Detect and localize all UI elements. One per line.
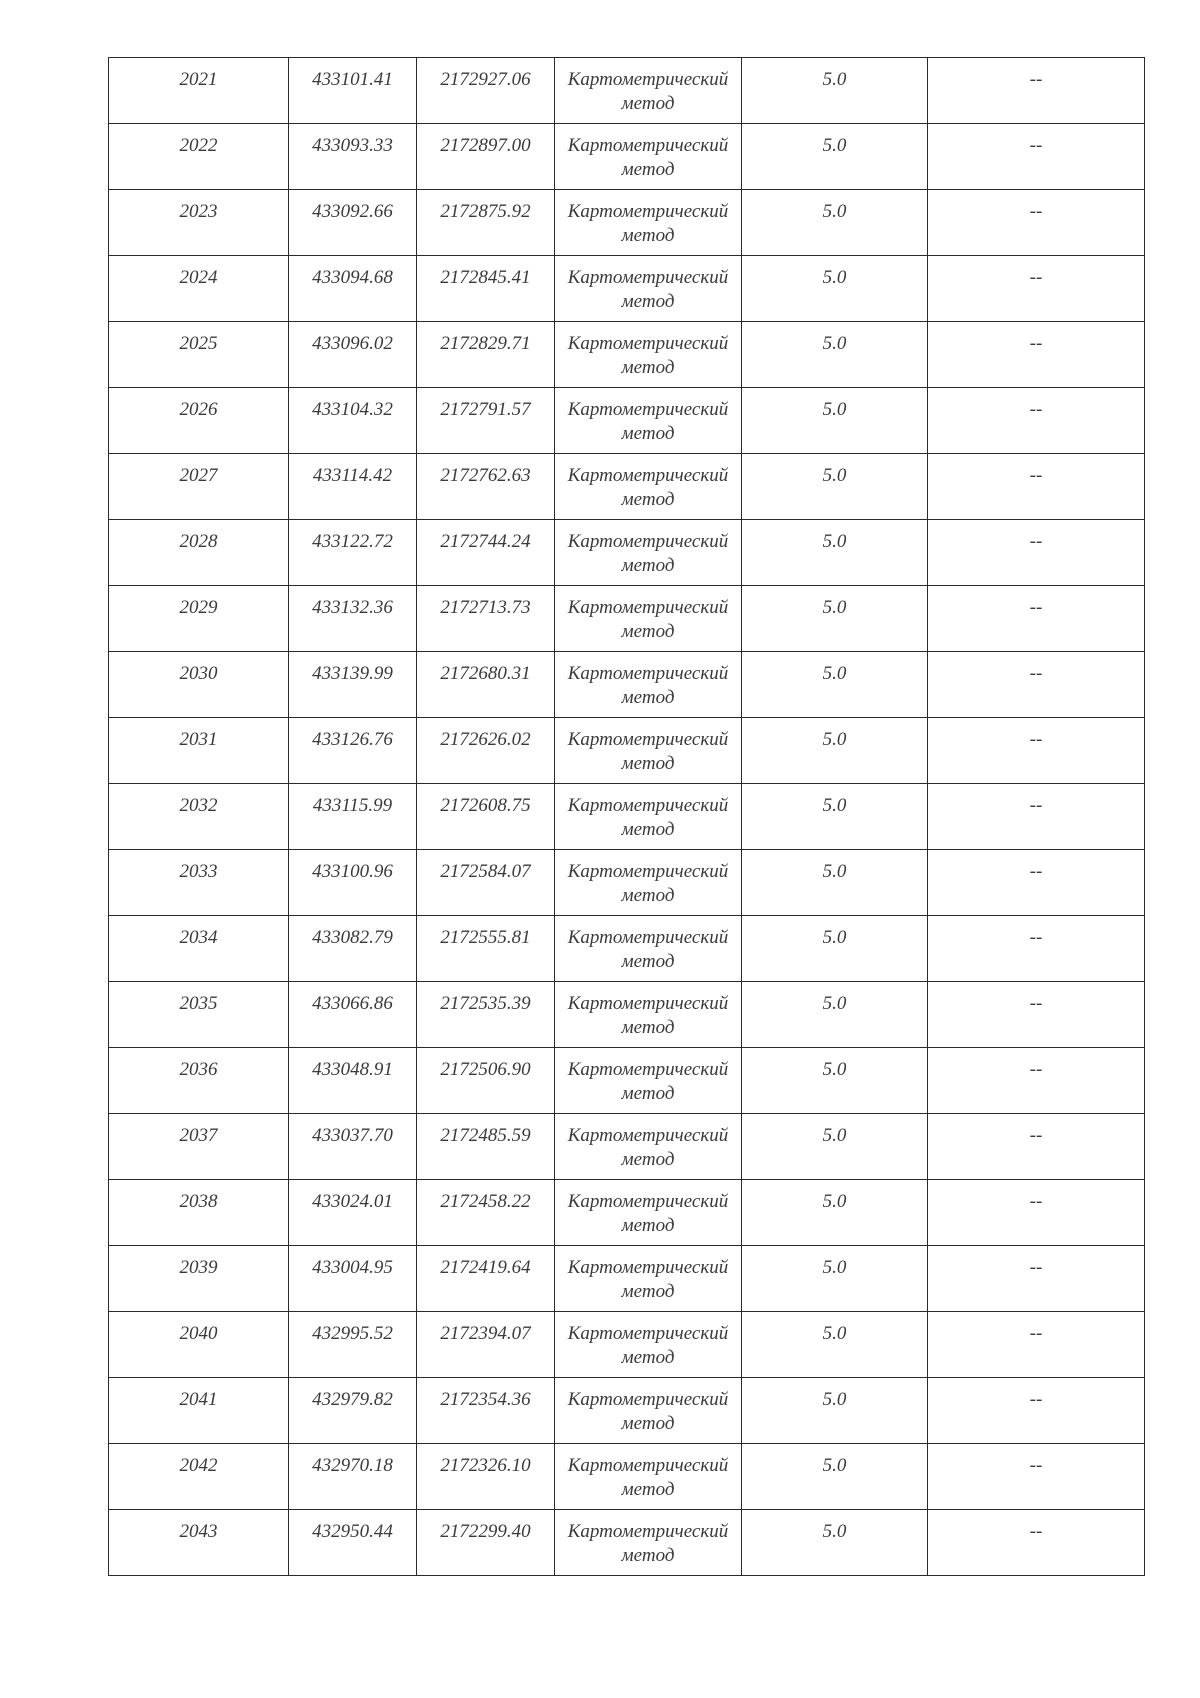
y-coordinate-cell: 2172419.64: [417, 1246, 555, 1312]
method-cell: [555, 58, 742, 124]
x-coordinate-cell: 433122.72: [289, 520, 417, 586]
method-line-1: Картометрический: [567, 1455, 729, 1476]
method-line-1: Картометрический: [567, 1323, 729, 1344]
table-row: [109, 784, 1145, 850]
note-cell: --: [928, 388, 1145, 454]
accuracy-cell: 5.0: [742, 586, 928, 652]
point-number-cell: 2034: [109, 916, 289, 982]
x-coordinate-cell: 433093.33: [289, 124, 417, 190]
method-line-1: Картометрический: [567, 135, 729, 156]
point-number-cell: 2039: [109, 1246, 289, 1312]
y-coordinate-cell: 2172791.57: [417, 388, 555, 454]
method-line-1: Картометрический: [567, 267, 729, 288]
method-cell: [555, 1312, 742, 1378]
accuracy-cell: 5.0: [742, 1378, 928, 1444]
method-line-2: метод: [621, 951, 675, 972]
y-coordinate-cell: 2172326.10: [417, 1444, 555, 1510]
method-line-2: метод: [621, 555, 675, 576]
y-coordinate-cell: 2172485.59: [417, 1114, 555, 1180]
y-coordinate-cell: 2172584.07: [417, 850, 555, 916]
method-cell: [555, 1048, 742, 1114]
method-cell: [555, 784, 742, 850]
method-line-1: Картометрический: [567, 399, 729, 420]
accuracy-cell: 5.0: [742, 718, 928, 784]
x-coordinate-cell: 433048.91: [289, 1048, 417, 1114]
point-number-cell: 2025: [109, 322, 289, 388]
table-row: [109, 1048, 1145, 1114]
accuracy-cell: 5.0: [742, 256, 928, 322]
method-line-1: Картометрический: [567, 1125, 729, 1146]
note-cell: --: [928, 454, 1145, 520]
note-cell: --: [928, 1444, 1145, 1510]
method-line-1: Картометрический: [567, 201, 729, 222]
note-cell: --: [928, 1114, 1145, 1180]
method-line-2: метод: [621, 819, 675, 840]
accuracy-cell: 5.0: [742, 388, 928, 454]
y-coordinate-cell: 2172299.40: [417, 1510, 555, 1576]
x-coordinate-cell: 433037.70: [289, 1114, 417, 1180]
method-cell: [555, 190, 742, 256]
x-coordinate-cell: 432950.44: [289, 1510, 417, 1576]
method-line-2: метод: [621, 1017, 675, 1038]
point-number-cell: 2032: [109, 784, 289, 850]
method-cell: [555, 1180, 742, 1246]
y-coordinate-cell: 2172608.75: [417, 784, 555, 850]
table-row: [109, 1312, 1145, 1378]
x-coordinate-cell: 432979.82: [289, 1378, 417, 1444]
note-cell: --: [928, 982, 1145, 1048]
note-cell: --: [928, 1312, 1145, 1378]
method-line-2: метод: [621, 1545, 675, 1566]
y-coordinate-cell: 2172829.71: [417, 322, 555, 388]
y-coordinate-cell: 2172762.63: [417, 454, 555, 520]
x-coordinate-cell: 432995.52: [289, 1312, 417, 1378]
table-row: [109, 1246, 1145, 1312]
point-number-cell: 2036: [109, 1048, 289, 1114]
method-cell: [555, 388, 742, 454]
accuracy-cell: 5.0: [742, 124, 928, 190]
method-line-2: метод: [621, 1083, 675, 1104]
table-row: [109, 1180, 1145, 1246]
note-cell: --: [928, 520, 1145, 586]
method-cell: [555, 850, 742, 916]
accuracy-cell: 5.0: [742, 1048, 928, 1114]
point-number-cell: 2021: [109, 58, 289, 124]
method-cell: [555, 1114, 742, 1180]
method-line-1: Картометрический: [567, 861, 729, 882]
method-line-1: Картометрический: [567, 729, 729, 750]
method-line-2: метод: [621, 1347, 675, 1368]
method-line-1: Картометрический: [567, 1521, 729, 1542]
y-coordinate-cell: 2172626.02: [417, 718, 555, 784]
accuracy-cell: 5.0: [742, 1114, 928, 1180]
y-coordinate-cell: 2172555.81: [417, 916, 555, 982]
method-cell: [555, 1510, 742, 1576]
point-number-cell: 2030: [109, 652, 289, 718]
point-number-cell: 2033: [109, 850, 289, 916]
x-coordinate-cell: 433024.01: [289, 1180, 417, 1246]
x-coordinate-cell: 433092.66: [289, 190, 417, 256]
point-number-cell: 2038: [109, 1180, 289, 1246]
method-line-1: Картометрический: [567, 1191, 729, 1212]
accuracy-cell: 5.0: [742, 454, 928, 520]
point-number-cell: 2040: [109, 1312, 289, 1378]
method-cell: [555, 1246, 742, 1312]
table-row: [109, 124, 1145, 190]
method-line-1: Картометрический: [567, 1389, 729, 1410]
table-row: [109, 1444, 1145, 1510]
x-coordinate-cell: 433100.96: [289, 850, 417, 916]
accuracy-cell: 5.0: [742, 982, 928, 1048]
note-cell: --: [928, 190, 1145, 256]
note-cell: --: [928, 586, 1145, 652]
method-line-2: метод: [621, 357, 675, 378]
note-cell: --: [928, 718, 1145, 784]
point-number-cell: 2027: [109, 454, 289, 520]
point-number-cell: 2026: [109, 388, 289, 454]
y-coordinate-cell: 2172354.36: [417, 1378, 555, 1444]
point-number-cell: 2029: [109, 586, 289, 652]
table-row: [109, 652, 1145, 718]
accuracy-cell: 5.0: [742, 190, 928, 256]
method-line-2: метод: [621, 1149, 675, 1170]
method-line-2: метод: [621, 1215, 675, 1236]
method-line-1: Картометрический: [567, 333, 729, 354]
accuracy-cell: 5.0: [742, 1510, 928, 1576]
y-coordinate-cell: 2172845.41: [417, 256, 555, 322]
method-line-2: метод: [621, 687, 675, 708]
method-cell: [555, 454, 742, 520]
table-row: [109, 190, 1145, 256]
y-coordinate-cell: 2172875.92: [417, 190, 555, 256]
table-row: [109, 1510, 1145, 1576]
x-coordinate-cell: 433132.36: [289, 586, 417, 652]
method-line-1: Картометрический: [567, 663, 729, 684]
method-line-1: Картометрический: [567, 1059, 729, 1080]
method-line-2: метод: [621, 93, 675, 114]
point-number-cell: 2037: [109, 1114, 289, 1180]
note-cell: --: [928, 1180, 1145, 1246]
accuracy-cell: 5.0: [742, 322, 928, 388]
table-row: [109, 586, 1145, 652]
x-coordinate-cell: 433115.99: [289, 784, 417, 850]
method-line-2: метод: [621, 621, 675, 642]
method-cell: [555, 1378, 742, 1444]
method-cell: [555, 520, 742, 586]
method-line-2: метод: [621, 885, 675, 906]
table-row: [109, 520, 1145, 586]
method-line-2: метод: [621, 489, 675, 510]
coordinates-table: [108, 57, 1145, 1576]
x-coordinate-cell: 433101.41: [289, 58, 417, 124]
method-line-2: метод: [621, 1413, 675, 1434]
note-cell: --: [928, 1378, 1145, 1444]
point-number-cell: 2041: [109, 1378, 289, 1444]
method-cell: [555, 586, 742, 652]
method-line-1: Картометрический: [567, 69, 729, 90]
x-coordinate-cell: 433094.68: [289, 256, 417, 322]
method-line-1: Картометрический: [567, 597, 729, 618]
y-coordinate-cell: 2172394.07: [417, 1312, 555, 1378]
accuracy-cell: 5.0: [742, 1246, 928, 1312]
method-line-1: Картометрический: [567, 531, 729, 552]
y-coordinate-cell: 2172535.39: [417, 982, 555, 1048]
method-cell: [555, 916, 742, 982]
point-number-cell: 2031: [109, 718, 289, 784]
note-cell: --: [928, 58, 1145, 124]
note-cell: --: [928, 1048, 1145, 1114]
y-coordinate-cell: 2172713.73: [417, 586, 555, 652]
accuracy-cell: 5.0: [742, 520, 928, 586]
y-coordinate-cell: 2172897.00: [417, 124, 555, 190]
point-number-cell: 2023: [109, 190, 289, 256]
method-line-2: метод: [621, 291, 675, 312]
note-cell: --: [928, 784, 1145, 850]
accuracy-cell: 5.0: [742, 784, 928, 850]
y-coordinate-cell: 2172680.31: [417, 652, 555, 718]
y-coordinate-cell: 2172744.24: [417, 520, 555, 586]
method-cell: [555, 256, 742, 322]
method-line-2: метод: [621, 1479, 675, 1500]
method-cell: [555, 1444, 742, 1510]
x-coordinate-cell: 433096.02: [289, 322, 417, 388]
accuracy-cell: 5.0: [742, 58, 928, 124]
note-cell: --: [928, 850, 1145, 916]
method-line-2: метод: [621, 225, 675, 246]
point-number-cell: 2028: [109, 520, 289, 586]
accuracy-cell: 5.0: [742, 850, 928, 916]
note-cell: --: [928, 256, 1145, 322]
table-row: [109, 58, 1145, 124]
x-coordinate-cell: 433104.32: [289, 388, 417, 454]
x-coordinate-cell: 433114.42: [289, 454, 417, 520]
accuracy-cell: 5.0: [742, 916, 928, 982]
method-line-1: Картометрический: [567, 1257, 729, 1278]
point-number-cell: 2024: [109, 256, 289, 322]
method-cell: [555, 124, 742, 190]
point-number-cell: 2022: [109, 124, 289, 190]
table-row: [109, 322, 1145, 388]
method-line-2: метод: [621, 1281, 675, 1302]
table-row: [109, 1114, 1145, 1180]
method-line-1: Картометрический: [567, 795, 729, 816]
table-row: [109, 850, 1145, 916]
note-cell: --: [928, 124, 1145, 190]
method-line-2: метод: [621, 753, 675, 774]
method-cell: [555, 652, 742, 718]
x-coordinate-cell: 433126.76: [289, 718, 417, 784]
accuracy-cell: 5.0: [742, 1444, 928, 1510]
note-cell: --: [928, 322, 1145, 388]
table-row: [109, 718, 1145, 784]
x-coordinate-cell: 433139.99: [289, 652, 417, 718]
table-row: [109, 916, 1145, 982]
y-coordinate-cell: 2172458.22: [417, 1180, 555, 1246]
point-number-cell: 2042: [109, 1444, 289, 1510]
method-line-2: метод: [621, 423, 675, 444]
table-row: [109, 388, 1145, 454]
table-row: [109, 454, 1145, 520]
accuracy-cell: 5.0: [742, 1312, 928, 1378]
table-row: [109, 1378, 1145, 1444]
note-cell: --: [928, 1510, 1145, 1576]
method-line-2: метод: [621, 159, 675, 180]
x-coordinate-cell: 433082.79: [289, 916, 417, 982]
y-coordinate-cell: 2172506.90: [417, 1048, 555, 1114]
note-cell: --: [928, 916, 1145, 982]
note-cell: --: [928, 1246, 1145, 1312]
document-page: [108, 57, 1144, 1576]
note-cell: --: [928, 652, 1145, 718]
x-coordinate-cell: 433004.95: [289, 1246, 417, 1312]
table-row: [109, 256, 1145, 322]
coordinates-table-body: [109, 58, 1145, 1576]
point-number-cell: 2035: [109, 982, 289, 1048]
table-row: [109, 982, 1145, 1048]
method-cell: [555, 718, 742, 784]
accuracy-cell: 5.0: [742, 652, 928, 718]
method-cell: [555, 322, 742, 388]
x-coordinate-cell: 433066.86: [289, 982, 417, 1048]
method-line-1: Картометрический: [567, 927, 729, 948]
x-coordinate-cell: 432970.18: [289, 1444, 417, 1510]
y-coordinate-cell: 2172927.06: [417, 58, 555, 124]
method-cell: [555, 982, 742, 1048]
accuracy-cell: 5.0: [742, 1180, 928, 1246]
method-line-1: Картометрический: [567, 993, 729, 1014]
method-line-1: Картометрический: [567, 465, 729, 486]
point-number-cell: 2043: [109, 1510, 289, 1576]
